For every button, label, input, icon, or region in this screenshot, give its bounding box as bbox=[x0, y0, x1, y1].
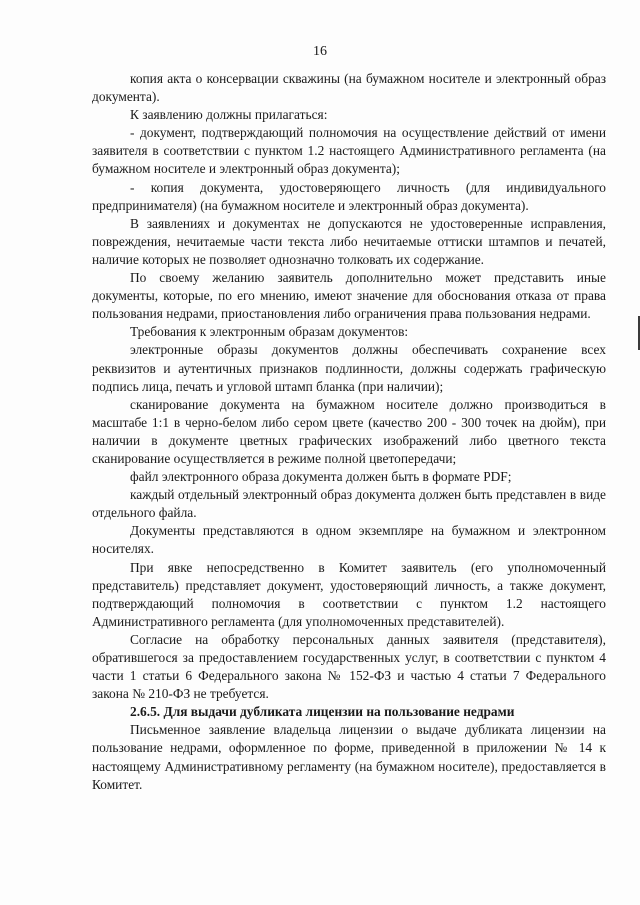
paragraph-optional-documents: По своему желанию заявитель дополнительно может представить иные документы, которые, по его мнению, имеют значение для обоснования отказа от права пользования недрами, приостановления либо ограничения права пользования недрами. bbox=[92, 270, 606, 322]
paragraph-single-copy: Документы представляются в одном экземпляре на бумажном и электронном носителях. bbox=[92, 523, 606, 557]
paragraph-authority-document: - документ, подтверждающий полномочия на осуществление действий от имени заявителя в соответствии с пунктом 1.2 настоящего Административного регламента (на бумажном носителе и электронный образ документа); bbox=[92, 125, 606, 177]
paragraph-conservation-act-copy: копия акта о консервации скважины (на бумажном носителе и электронный образ документа). bbox=[92, 71, 606, 105]
paragraph-identity-copy: - копия документа, удостоверяющего личность (для индивидуального предпринимателя) (на бумажном носителе и электронный образ документа). bbox=[92, 179, 606, 213]
paragraph-personal-data-consent: Согласие на обработку персональных данных заявителя (представителя), обратившегося за предоставлением государственных услуг, в соответствии с пунктом 4 части 1 статьи 6 Федерального закона № 152-ФЗ и частью 4 статьи 7 Федерального закона № 210-ФЗ не требуется. bbox=[92, 631, 606, 702]
paragraph-separate-file: каждый отдельный электронный образ документа должен быть представлен в виде отдельного файла. bbox=[92, 487, 606, 521]
paragraph-attachments-intro: К заявлению должны прилагаться: bbox=[130, 107, 328, 123]
paragraph-duplicate-application: Письменное заявление владельца лицензии о выдаче дубликата лицензии на пользование недрами, оформленное по форме, приведенной в приложении № 14 к настоящему Административному регламенту (на бумажном носителе), предоставляется в Комитет. bbox=[92, 722, 606, 792]
section-heading-duplicate-license: 2.6.5. Для выдачи дубликата лицензии на пользование недрами bbox=[130, 704, 515, 720]
paragraph-scanning-scale: сканирование документа на бумажном носителе должно производиться в масштабе 1:1 в черно-белом либо сером цвете (качество 200 - 300 точек на дюйм), при наличии в документе цветных графических изображений либо цветного текста сканирование осуществляется в режиме полной цветопередачи; bbox=[92, 396, 606, 466]
paragraph-electronic-requirements-intro: Требования к электронным образам документов: bbox=[130, 324, 409, 340]
paragraph-requisites-preserved: электронные образы документов должны обеспечивать сохранение всех реквизитов и аутентичных признаков подлинности, должны содержать графическую подпись лица, печать и угловой штамп бланка (при наличии); bbox=[92, 342, 606, 394]
document-body bbox=[92, 70, 606, 794]
page-number: 16 bbox=[313, 44, 327, 59]
paragraph-no-corrections: В заявлениях и документах не допускаются не удостоверенные исправления, повреждения, нечитаемые части текста либо нечитаемые оттиски штампов и печатей, наличие которых не позволяет однозначно толковать их содержание. bbox=[92, 215, 606, 267]
paragraph-personal-visit: При явке непосредственно в Комитет заявитель (его уполномоченный представитель) представляет документ, удостоверяющий личность, а также документ, подтверждающий полномочия в соответствии с пунктом 1.2 настоящего Административного регламента (для уполномоченных представителей). bbox=[92, 559, 606, 629]
paragraph-pdf-format: файл электронного образа документа должен быть в формате PDF; bbox=[130, 469, 512, 485]
